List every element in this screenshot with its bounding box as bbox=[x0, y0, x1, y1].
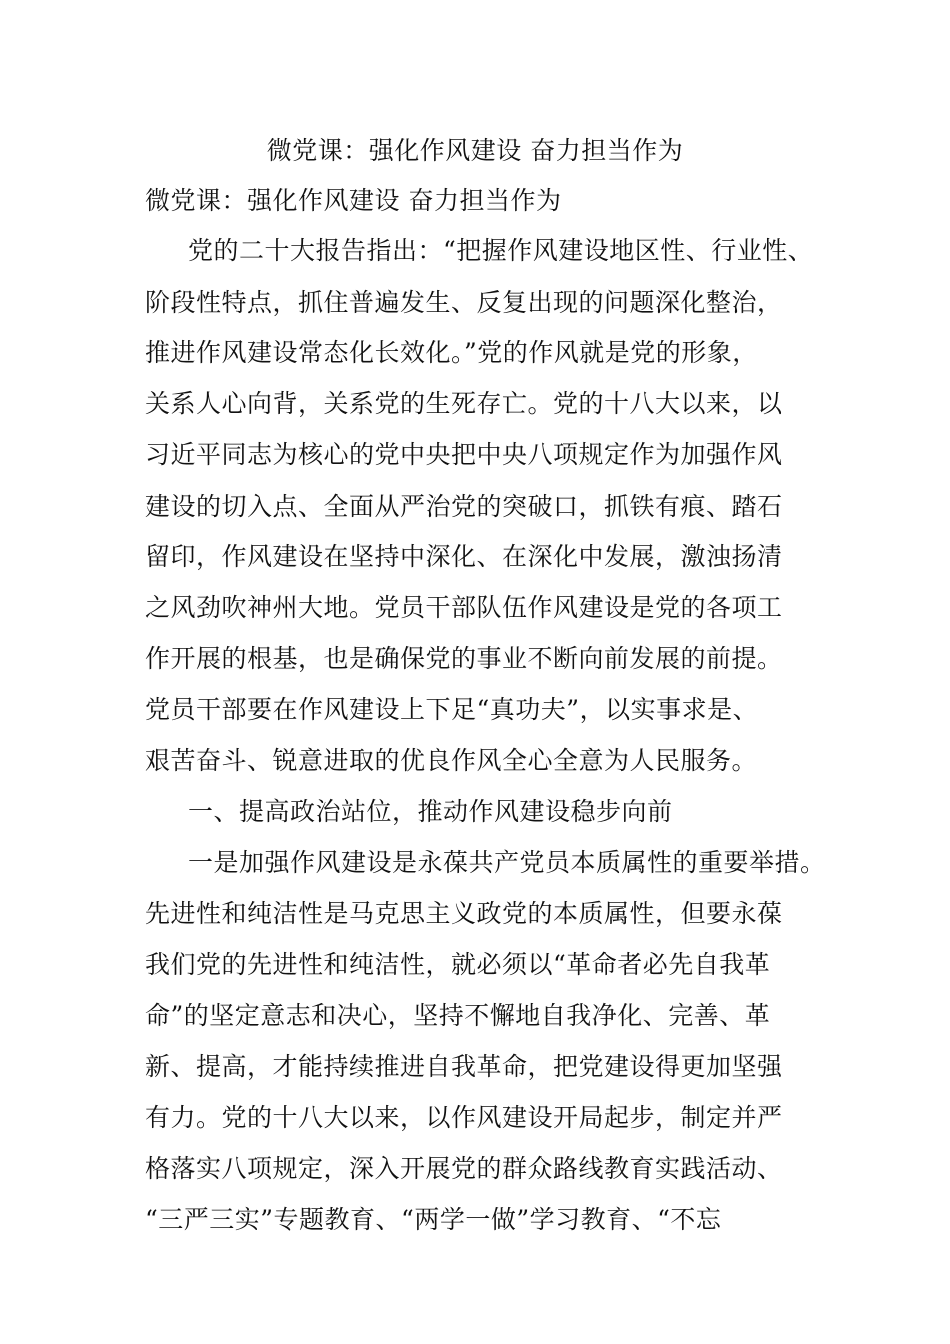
paragraph-line: 一是加强作风建设是永葆共产党员本质属性的重要举措。 bbox=[188, 848, 826, 877]
document-title-centered: 微党课：强化作风建设 奋力担当作为 bbox=[266, 136, 684, 165]
paragraph-line: 我们党的先进性和纯洁性，就必须以“革命者必先自我革 bbox=[145, 950, 771, 979]
paragraph-line: “三严三实”专题教育、“两学一做”学习教育、“不忘 bbox=[145, 1205, 722, 1234]
paragraph-line: 新、提高，才能持续推进自我革命，把党建设得更加坚强 bbox=[145, 1052, 783, 1081]
paragraph-line: 先进性和纯洁性是马克思主义政党的本质属性，但要永葆 bbox=[145, 899, 783, 928]
paragraph-line: 推进作风建设常态化长效化。”党的作风就是党的形象， bbox=[145, 338, 758, 367]
section-heading: 一、提高政治站位，推动作风建设稳步向前 bbox=[188, 797, 673, 826]
paragraph-line: 之风劲吹神州大地。党员干部队伍作风建设是党的各项工 bbox=[145, 593, 783, 622]
paragraph-line: 建设的切入点、全面从严治党的突破口，抓铁有痕、踏石 bbox=[145, 492, 783, 521]
paragraph-line: 关系人心向背，关系党的生死存亡。党的十八大以来，以 bbox=[145, 389, 783, 418]
paragraph-line: 命”的坚定意志和决心，坚持不懈地自我净化、完善、革 bbox=[145, 1001, 771, 1030]
paragraph-line: 有力。党的十八大以来，以作风建设开局起步，制定并严 bbox=[145, 1103, 783, 1132]
document-title: 微党课：强化作风建设 奋力担当作为 bbox=[145, 186, 562, 215]
paragraph-line: 阶段性特点，抓住普遍发生、反复出现的问题深化整治， bbox=[145, 288, 783, 317]
paragraph-line: 党的二十大报告指出：“把握作风建设地区性、行业性、 bbox=[188, 236, 814, 265]
paragraph-line: 艰苦奋斗、锐意进取的优良作风全心全意为人民服务。 bbox=[145, 746, 758, 775]
paragraph-line: 留印，作风建设在坚持中深化、在深化中发展，激浊扬清 bbox=[145, 542, 783, 571]
paragraph-line: 习近平同志为核心的党中央把中央八项规定作为加强作风 bbox=[145, 440, 783, 469]
paragraph-line: 格落实八项规定，深入开展党的群众路线教育实践活动、 bbox=[145, 1154, 783, 1183]
paragraph-line: 作开展的根基，也是确保党的事业不断向前发展的前提。 bbox=[145, 644, 783, 673]
paragraph-line: 党员干部要在作风建设上下足“真功夫”，以实事求是、 bbox=[145, 695, 759, 724]
